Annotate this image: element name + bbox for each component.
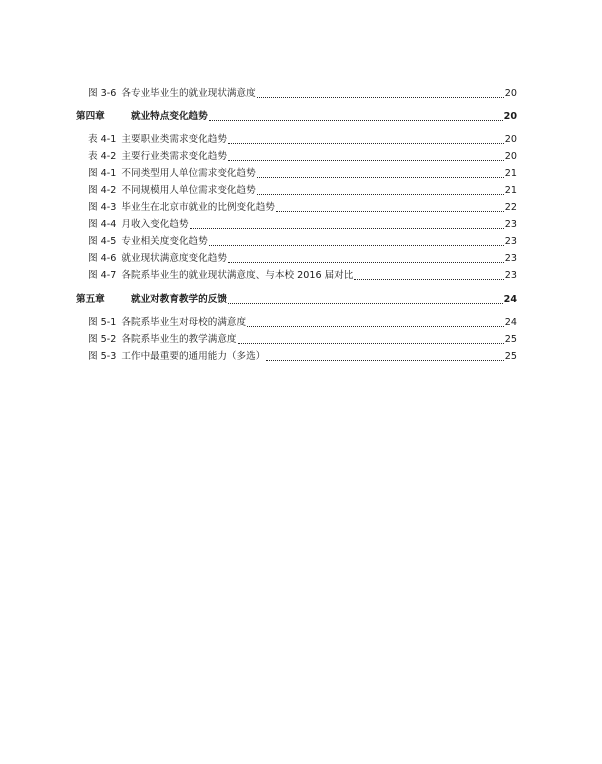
toc-entry-label xyxy=(88,334,237,346)
toc-entry-number: 图 4-1 xyxy=(88,168,117,179)
toc-entry xyxy=(88,181,517,197)
toc-entry-label xyxy=(88,168,256,180)
toc-entry-label xyxy=(88,219,189,231)
toc-entry-label xyxy=(88,351,265,363)
toc-entry-label xyxy=(88,185,256,197)
dot-leader xyxy=(266,360,503,361)
dot-leader xyxy=(257,97,504,98)
toc-entry xyxy=(88,147,517,163)
toc-entry-label xyxy=(88,236,208,248)
toc-entry-number: 图 4-6 xyxy=(88,253,117,264)
toc-entry-label xyxy=(88,134,227,146)
toc-entry-number: 图 4-7 xyxy=(88,270,117,281)
toc-entry xyxy=(88,347,517,363)
toc-chapter-label xyxy=(76,294,227,306)
toc-chapter-title: 就业对教育教学的反馈 xyxy=(131,294,227,305)
toc-entry-title: 工作中最重要的通用能力（多选） xyxy=(121,351,266,362)
toc-entry-number: 图 4-5 xyxy=(88,236,117,247)
toc-entry-page: 22 xyxy=(504,202,517,213)
toc-entry-number: 图 5-3 xyxy=(88,351,117,362)
dot-leader xyxy=(228,303,503,304)
dot-leader xyxy=(276,211,504,212)
toc-entry-label xyxy=(88,88,256,100)
toc-entry xyxy=(88,198,517,214)
toc-entry-label xyxy=(88,202,275,214)
toc-chapter xyxy=(76,290,517,306)
toc-chapter-number: 第四章 xyxy=(76,111,105,122)
toc-entry-page: 23 xyxy=(504,236,517,247)
toc-entry-page: 25 xyxy=(504,351,517,362)
toc-entry-title: 各专业毕业生的就业现状满意度 xyxy=(121,88,256,99)
toc-entry-title: 不同规模用人单位需求变化趋势 xyxy=(121,185,256,196)
dot-leader xyxy=(257,194,504,195)
toc-entry xyxy=(88,215,517,231)
toc-entry-number: 图 4-2 xyxy=(88,185,117,196)
toc-entry-label xyxy=(88,151,227,163)
toc-entry-page: 23 xyxy=(504,270,517,281)
toc-entry-title: 不同类型用人单位需求变化趋势 xyxy=(121,168,256,179)
dot-leader xyxy=(354,279,503,280)
dot-leader xyxy=(247,326,504,327)
toc-chapter-label xyxy=(76,111,208,123)
toc-chapter xyxy=(76,107,517,123)
toc-entry-title: 主要行业类需求变化趋势 xyxy=(121,151,227,162)
dot-leader xyxy=(209,245,504,246)
toc-entry-page: 25 xyxy=(504,334,517,345)
toc-entry-page: 23 xyxy=(504,219,517,230)
toc-entry-label xyxy=(88,253,227,265)
toc-entry-page: 20 xyxy=(504,88,517,99)
toc-entry xyxy=(88,130,517,146)
toc-entry-page: 24 xyxy=(504,317,517,328)
toc-entry-page: 21 xyxy=(504,185,517,196)
toc-entry-page: 20 xyxy=(504,151,517,162)
toc-entry-title: 各院系毕业生的教学满意度 xyxy=(121,334,237,345)
dot-leader xyxy=(209,120,503,121)
toc-entry-number: 图 3-6 xyxy=(88,88,117,99)
toc-chapter-page: 24 xyxy=(503,294,517,305)
toc-entry xyxy=(88,313,517,329)
toc-entry-number: 图 5-2 xyxy=(88,334,117,345)
toc-entry xyxy=(88,266,517,282)
dot-leader xyxy=(238,343,504,344)
dot-leader xyxy=(257,177,504,178)
dot-leader xyxy=(228,160,504,161)
toc-entry-label xyxy=(88,270,353,282)
toc-entry xyxy=(88,84,517,100)
toc-entry-page: 20 xyxy=(504,134,517,145)
toc-chapter-page: 20 xyxy=(503,111,517,122)
dot-leader xyxy=(228,143,504,144)
toc-entry-number: 图 5-1 xyxy=(88,317,117,328)
toc-entry-title: 毕业生在北京市就业的比例变化趋势 xyxy=(121,202,275,213)
toc-entry xyxy=(88,330,517,346)
toc-entry-title: 就业现状满意度变化趋势 xyxy=(121,253,227,264)
dot-leader xyxy=(228,262,504,263)
toc-entry xyxy=(88,232,517,248)
toc-entry-number: 表 4-1 xyxy=(88,134,117,145)
toc-entry-title: 各院系毕业生的就业现状满意度、与本校 2016 届对比 xyxy=(121,270,354,281)
toc-entry-title: 主要职业类需求变化趋势 xyxy=(121,134,227,145)
toc-entry-number: 图 4-3 xyxy=(88,202,117,213)
toc-entry xyxy=(88,249,517,265)
toc-entry-title: 专业相关度变化趋势 xyxy=(121,236,208,247)
dot-leader xyxy=(190,228,504,229)
toc-entry-title: 月收入变化趋势 xyxy=(121,219,189,230)
toc-chapter-title: 就业特点变化趋势 xyxy=(131,111,208,122)
toc-entry xyxy=(88,164,517,180)
toc-entry-page: 23 xyxy=(504,253,517,264)
toc-chapter-number: 第五章 xyxy=(76,294,105,305)
toc-entry-number: 表 4-2 xyxy=(88,151,117,162)
toc-entry-title: 各院系毕业生对母校的满意度 xyxy=(121,317,247,328)
toc-entry-page: 21 xyxy=(504,168,517,179)
toc-entry-number: 图 4-4 xyxy=(88,219,117,230)
toc-entry-label xyxy=(88,317,246,329)
